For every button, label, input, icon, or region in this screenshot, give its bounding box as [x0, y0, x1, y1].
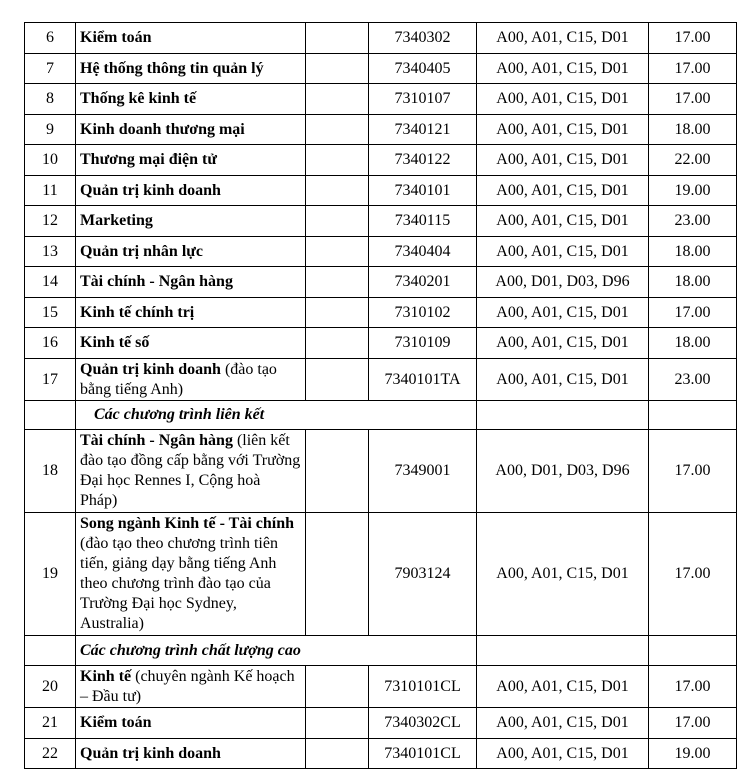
- row-number-cell: [25, 401, 76, 430]
- cutoff-score: 17.00: [649, 23, 737, 54]
- major-name-cell: [76, 328, 306, 359]
- subject-combinations: A00, A01, C15, D01: [477, 328, 649, 359]
- subject-combinations: A00, A01, C15, D01: [477, 54, 649, 84]
- section-title: Các chương trình liên kết: [76, 401, 477, 430]
- table-row: [25, 328, 737, 359]
- row-number: 17: [25, 359, 76, 401]
- cutoff-score: 17.00: [649, 666, 737, 708]
- major-name-cell: [76, 708, 306, 739]
- row-number: 15: [25, 298, 76, 328]
- major-code: 7340302CL: [369, 708, 477, 739]
- empty-cell: [306, 206, 369, 237]
- empty-cell: [306, 145, 369, 176]
- major-code: 7903124: [369, 513, 477, 636]
- row-number: 18: [25, 430, 76, 513]
- major-code: 7340101: [369, 176, 477, 206]
- subject-combinations: A00, A01, C15, D01: [477, 145, 649, 176]
- cutoff-score: 17.00: [649, 708, 737, 739]
- row-number: 16: [25, 328, 76, 359]
- empty-cell: [306, 176, 369, 206]
- table-row: [25, 237, 737, 267]
- empty-cell: [306, 23, 369, 54]
- subject-combinations: A00, A01, C15, D01: [477, 115, 649, 145]
- major-code: 7310109: [369, 328, 477, 359]
- major-name: Kinh tế chính trị: [80, 303, 195, 321]
- combination-cell: [477, 401, 649, 430]
- subject-combinations: A00, D01, D03, D96: [477, 267, 649, 298]
- row-number: 6: [25, 23, 76, 54]
- major-note: (liên kết đào tạo đồng cấp bằng với Trường Đại học Rennes I, Cộng hoà Pháp): [80, 432, 301, 509]
- subject-combinations: A00, A01, C15, D01: [477, 237, 649, 267]
- major-code: 7340405: [369, 54, 477, 84]
- major-code: 7340115: [369, 206, 477, 237]
- cutoff-score: 18.00: [649, 328, 737, 359]
- major-name-cell: [76, 267, 306, 298]
- major-name-cell: [76, 84, 306, 115]
- section-row: [25, 636, 737, 666]
- subject-combinations: A00, A01, C15, D01: [477, 206, 649, 237]
- table-row: [25, 23, 737, 54]
- empty-cell: [306, 359, 369, 401]
- row-number: 12: [25, 206, 76, 237]
- empty-cell: [306, 513, 369, 636]
- major-name: Kiểm toán: [80, 29, 152, 46]
- major-name: Kinh tế số: [80, 334, 150, 351]
- table-row: [25, 739, 737, 769]
- empty-cell: [306, 430, 369, 513]
- subject-combinations: A00, A01, C15, D01: [477, 298, 649, 328]
- subject-combinations: A00, D01, D03, D96: [477, 430, 649, 513]
- major-code: 7340302: [369, 23, 477, 54]
- major-note: (đào tạo bằng tiếng Anh): [80, 360, 277, 398]
- major-code: 7340122: [369, 145, 477, 176]
- table-row: [25, 176, 737, 206]
- cutoff-score: 17.00: [649, 84, 737, 115]
- major-code: 7340201: [369, 267, 477, 298]
- section-title: Các chương trình chất lượng cao: [76, 636, 477, 666]
- table-row: [25, 666, 737, 708]
- major-name-cell: [76, 666, 306, 708]
- cutoff-score: 23.00: [649, 359, 737, 401]
- subject-combinations: A00, A01, C15, D01: [477, 739, 649, 769]
- major-name-cell: [76, 430, 306, 513]
- cutoff-score: 19.00: [649, 176, 737, 206]
- row-number: 22: [25, 739, 76, 769]
- cutoff-score: 18.00: [649, 115, 737, 145]
- empty-cell: [306, 739, 369, 769]
- empty-cell: [306, 666, 369, 708]
- row-number: 8: [25, 84, 76, 115]
- empty-cell: [306, 708, 369, 739]
- major-name-cell: [76, 237, 306, 267]
- cutoff-score: 18.00: [649, 237, 737, 267]
- cutoff-score: 17.00: [649, 298, 737, 328]
- major-name: Tài chính - Ngân hàng: [80, 432, 233, 449]
- major-name-cell: [76, 206, 306, 237]
- empty-cell: [306, 84, 369, 115]
- row-number: 19: [25, 513, 76, 636]
- table-body: [25, 23, 737, 769]
- major-name-cell: [76, 176, 306, 206]
- major-name: Hệ thống thông tin quản lý: [80, 59, 264, 77]
- empty-cell: [306, 115, 369, 145]
- row-number-cell: [25, 636, 76, 666]
- cutoff-score: 22.00: [649, 145, 737, 176]
- major-code: 7310107: [369, 84, 477, 115]
- major-name: Thương mại điện tử: [80, 151, 217, 168]
- major-name: Quản trị kinh doanh: [80, 181, 221, 199]
- subject-combinations: A00, A01, C15, D01: [477, 708, 649, 739]
- table-row: [25, 84, 737, 115]
- subject-combinations: A00, A01, C15, D01: [477, 84, 649, 115]
- subject-combinations: A00, A01, C15, D01: [477, 513, 649, 636]
- row-number: 9: [25, 115, 76, 145]
- major-name-cell: [76, 739, 306, 769]
- row-number: 13: [25, 237, 76, 267]
- cutoff-score: 19.00: [649, 739, 737, 769]
- major-name: Song ngành Kinh tế - Tài chính: [80, 515, 295, 532]
- major-code: 7310102: [369, 298, 477, 328]
- major-name: Quản trị nhân lực: [80, 242, 203, 260]
- major-name-cell: [76, 298, 306, 328]
- section-row: [25, 401, 737, 430]
- row-number: 10: [25, 145, 76, 176]
- major-note: (chuyên ngành Kế hoạch – Đầu tư): [80, 667, 295, 705]
- major-code: 7349001: [369, 430, 477, 513]
- subject-combinations: A00, A01, C15, D01: [477, 359, 649, 401]
- empty-cell: [306, 237, 369, 267]
- cutoff-score: 17.00: [649, 54, 737, 84]
- empty-cell: [306, 328, 369, 359]
- table-row: [25, 708, 737, 739]
- empty-cell: [306, 298, 369, 328]
- row-number: 11: [25, 176, 76, 206]
- cutoff-score: 23.00: [649, 206, 737, 237]
- score-cell: [649, 401, 737, 430]
- major-name: Kinh doanh thương mại: [80, 120, 245, 138]
- major-code: 7340101TA: [369, 359, 477, 401]
- subject-combinations: A00, A01, C15, D01: [477, 23, 649, 54]
- major-name: Thống kê kinh tế: [80, 90, 197, 107]
- table-row: [25, 298, 737, 328]
- table-row: [25, 206, 737, 237]
- empty-cell: [306, 267, 369, 298]
- major-name-cell: [76, 23, 306, 54]
- score-cell: [649, 636, 737, 666]
- major-name: Kinh tế: [80, 667, 132, 685]
- cutoff-score: 18.00: [649, 267, 737, 298]
- major-code: 7340121: [369, 115, 477, 145]
- row-number: 20: [25, 666, 76, 708]
- empty-cell: [306, 54, 369, 84]
- major-name-cell: [76, 513, 306, 636]
- major-name: Marketing: [80, 212, 153, 229]
- cutoff-score: 17.00: [649, 513, 737, 636]
- major-name: Quản trị kinh doanh: [80, 360, 221, 378]
- row-number: 14: [25, 267, 76, 298]
- major-name: Quản trị kinh doanh: [80, 744, 221, 762]
- major-name: Kiểm toán: [80, 714, 152, 731]
- row-number: 7: [25, 54, 76, 84]
- major-name: Tài chính - Ngân hàng: [80, 273, 233, 290]
- major-name-cell: [76, 359, 306, 401]
- table-row: [25, 115, 737, 145]
- table-row: [25, 54, 737, 84]
- row-number: 21: [25, 708, 76, 739]
- major-name-cell: [76, 145, 306, 176]
- table-row: [25, 359, 737, 401]
- table-row: [25, 430, 737, 513]
- major-code: 7310101CL: [369, 666, 477, 708]
- table-row: [25, 145, 737, 176]
- major-code: 7340101CL: [369, 739, 477, 769]
- subject-combinations: A00, A01, C15, D01: [477, 176, 649, 206]
- major-name-cell: [76, 115, 306, 145]
- cutoff-score: 17.00: [649, 430, 737, 513]
- major-code: 7340404: [369, 237, 477, 267]
- admissions-table: [24, 22, 737, 769]
- table-row: [25, 267, 737, 298]
- subject-combinations: A00, A01, C15, D01: [477, 666, 649, 708]
- table-row: [25, 513, 737, 636]
- major-note: (đào tạo theo chương trình tiên tiến, giảng dạy bằng tiếng Anh theo chương trình đào tạo của Trường Đại học Sydney, Australia): [80, 535, 278, 632]
- combination-cell: [477, 636, 649, 666]
- major-name-cell: [76, 54, 306, 84]
